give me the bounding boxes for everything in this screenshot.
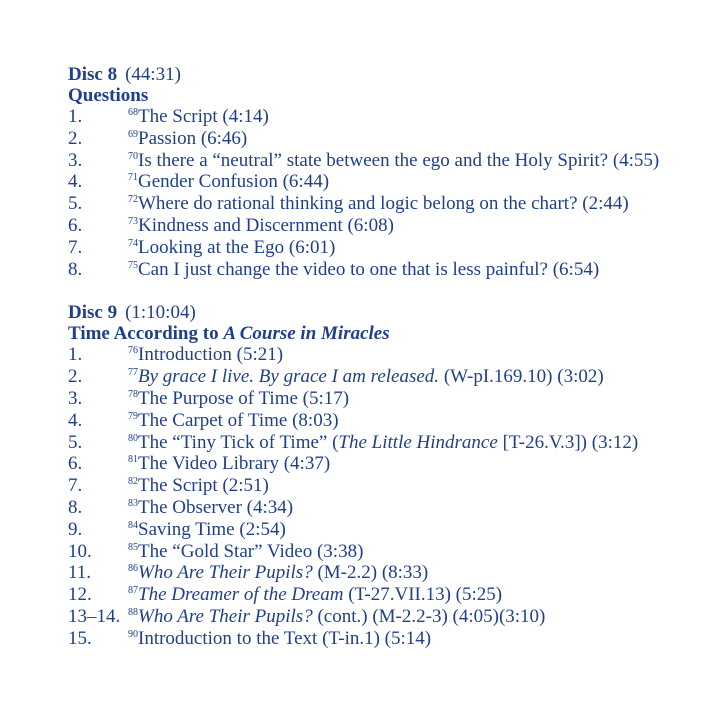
- track-reference-number: 79: [128, 410, 138, 422]
- track-title-italic-part: Who Are Their Pupils?: [138, 605, 313, 627]
- track-title: [128, 475, 269, 497]
- track-title-part: Gender Confusion (6:44): [138, 171, 330, 193]
- track-title-italic-part: Who Are Their Pupils?: [138, 562, 313, 584]
- track-number: 6.: [68, 214, 83, 236]
- track-row: [68, 432, 708, 454]
- track-row: [68, 388, 708, 410]
- track-row: [68, 344, 708, 366]
- track-title-part: Kindness and Discernment (6:08): [138, 214, 394, 236]
- track-number: 8.: [68, 496, 83, 518]
- disc-9-duration: (1:10:04): [125, 302, 196, 324]
- track-number: 4.: [68, 171, 83, 193]
- disc-8-track-list: [68, 106, 708, 280]
- track-title-part: The Video Library (4:37): [138, 453, 331, 475]
- track-title-part: [T-26.V.3]) (3:12): [497, 431, 639, 453]
- track-number: 1.: [68, 344, 83, 366]
- track-title: [128, 497, 293, 519]
- track-number: 11.: [68, 562, 92, 584]
- track-row: [68, 128, 708, 150]
- disc-8-header: [68, 64, 708, 85]
- track-title-part: Introduction to the Text (T-in.1) (5:14): [138, 627, 432, 649]
- track-title-part: Is there a “neutral” state between the ego and the Holy Spirit? (4:55): [138, 149, 660, 171]
- track-number: 15.: [68, 627, 92, 649]
- disc-9-section-title-prefix: Time According to: [68, 323, 224, 345]
- track-title: [128, 562, 428, 584]
- track-reference-number: 80: [128, 432, 138, 444]
- track-reference-number: 71: [128, 172, 138, 184]
- track-reference-number: 72: [128, 194, 138, 206]
- track-number: 10.: [68, 540, 92, 562]
- track-title-part: (T-27.VII.13) (5:25): [343, 584, 503, 606]
- track-title: [128, 628, 431, 650]
- track-title-part: The “Gold Star” Video (3:38): [138, 540, 364, 562]
- track-title: [128, 584, 502, 606]
- track-reference-number: 86: [128, 563, 138, 575]
- track-title-part: Can I just change the video to one that is less painful? (6:54): [138, 258, 600, 280]
- track-title-part: The Carpet of Time (8:03): [138, 409, 339, 431]
- track-title-part: (M-2.2) (8:33): [312, 562, 429, 584]
- track-title: [128, 453, 330, 475]
- track-title: [128, 128, 247, 150]
- disc-9-track-list: [68, 344, 708, 649]
- track-row: [68, 541, 708, 563]
- track-reference-number: 75: [128, 259, 138, 271]
- track-number: 6.: [68, 453, 83, 475]
- disc-9-label: Disc 9: [68, 302, 118, 324]
- track-row: [68, 519, 708, 541]
- track-title: [128, 519, 286, 541]
- track-title: [128, 171, 329, 193]
- track-reference-number: 74: [128, 237, 138, 249]
- track-title: [128, 388, 349, 410]
- track-reference-number: 77: [128, 367, 138, 379]
- track-reference-number: 87: [128, 585, 138, 597]
- track-title-italic-part: The Little Hindrance: [338, 431, 498, 453]
- track-reference-number: 73: [128, 215, 138, 227]
- track-row: [68, 215, 708, 237]
- track-row: [68, 106, 708, 128]
- track-number: 5.: [68, 431, 83, 453]
- track-row: [68, 628, 708, 650]
- track-title: [128, 150, 659, 172]
- track-title-part: Saving Time (2:54): [138, 518, 286, 540]
- track-title-part: The Script (2:51): [138, 475, 269, 497]
- track-number: 12.: [68, 584, 92, 606]
- track-row: [68, 453, 708, 475]
- track-reference-number: 88: [128, 606, 138, 618]
- track-title-italic-part: The Dreamer of the Dream: [138, 584, 344, 606]
- track-title: [128, 366, 604, 388]
- track-number: 8.: [68, 258, 83, 280]
- track-number: 4.: [68, 409, 83, 431]
- track-title-italic-part: By grace I live. By grace I am released.: [138, 366, 440, 388]
- track-row: [68, 562, 708, 584]
- disc-8-duration: (44:31): [125, 64, 182, 85]
- track-number: 7.: [68, 236, 83, 258]
- track-row: [68, 150, 708, 172]
- track-row: [68, 497, 708, 519]
- track-number: 3.: [68, 149, 83, 171]
- track-reference-number: 76: [128, 345, 138, 357]
- track-title-part: Passion (6:46): [138, 127, 248, 149]
- track-number: 7.: [68, 475, 83, 497]
- track-reference-number: 83: [128, 497, 138, 509]
- track-row: [68, 475, 708, 497]
- disc-9-header: [68, 302, 708, 323]
- track-number: 13–14.: [68, 605, 121, 627]
- track-reference-number: 85: [128, 541, 138, 553]
- disc-8-label: Disc 8: [68, 64, 118, 85]
- track-title: [128, 259, 599, 281]
- track-reference-number: 81: [128, 454, 138, 466]
- track-title-part: (W-pI.169.10) (3:02): [439, 366, 604, 388]
- track-reference-number: 68: [128, 107, 138, 118]
- track-title: [128, 606, 545, 628]
- track-title-part: The Observer (4:34): [138, 496, 294, 518]
- track-title: [128, 215, 394, 237]
- track-listing: [68, 64, 708, 650]
- track-number: 2.: [68, 366, 83, 388]
- track-row: [68, 410, 708, 432]
- track-row: [68, 584, 708, 606]
- track-row: [68, 193, 708, 215]
- track-title-part: The Purpose of Time (5:17): [138, 387, 350, 409]
- disc-9-section-title: [68, 323, 708, 344]
- track-reference-number: 82: [128, 476, 138, 488]
- track-number: 2.: [68, 127, 83, 149]
- track-row: [68, 237, 708, 259]
- track-title: [128, 344, 283, 366]
- track-title-part: The “Tiny Tick of Time” (: [138, 431, 339, 453]
- track-title-part: Looking at the Ego (6:01): [138, 236, 336, 258]
- track-reference-number: 69: [128, 128, 138, 140]
- track-title: [128, 541, 363, 563]
- track-title-part: Where do rational thinking and logic belong on the chart? (2:44): [138, 193, 629, 215]
- track-title: [128, 432, 638, 454]
- track-number: 9.: [68, 518, 83, 540]
- track-row: [68, 259, 708, 281]
- track-row: [68, 171, 708, 193]
- track-number: 1.: [68, 106, 83, 127]
- track-row: [68, 606, 708, 628]
- track-row: [68, 366, 708, 388]
- track-number: 3.: [68, 387, 83, 409]
- track-number: 5.: [68, 193, 83, 215]
- track-title-part: Introduction (5:21): [138, 344, 284, 366]
- track-title: [128, 106, 269, 128]
- track-reference-number: 70: [128, 150, 138, 162]
- disc-separator: [68, 280, 708, 302]
- track-title: [128, 193, 629, 215]
- track-reference-number: 78: [128, 388, 138, 400]
- track-reference-number: 90: [128, 628, 138, 640]
- track-reference-number: 84: [128, 519, 138, 531]
- track-title-part: (cont.) (M-2.2-3) (4:05)(3:10): [312, 605, 546, 627]
- disc-9-section-title-italic: A Course in Miracles: [223, 323, 390, 345]
- track-title: [128, 410, 339, 432]
- disc-8-section-title: Questions: [68, 85, 149, 106]
- track-title-part: The Script (4:14): [138, 106, 269, 127]
- track-title: [128, 237, 335, 259]
